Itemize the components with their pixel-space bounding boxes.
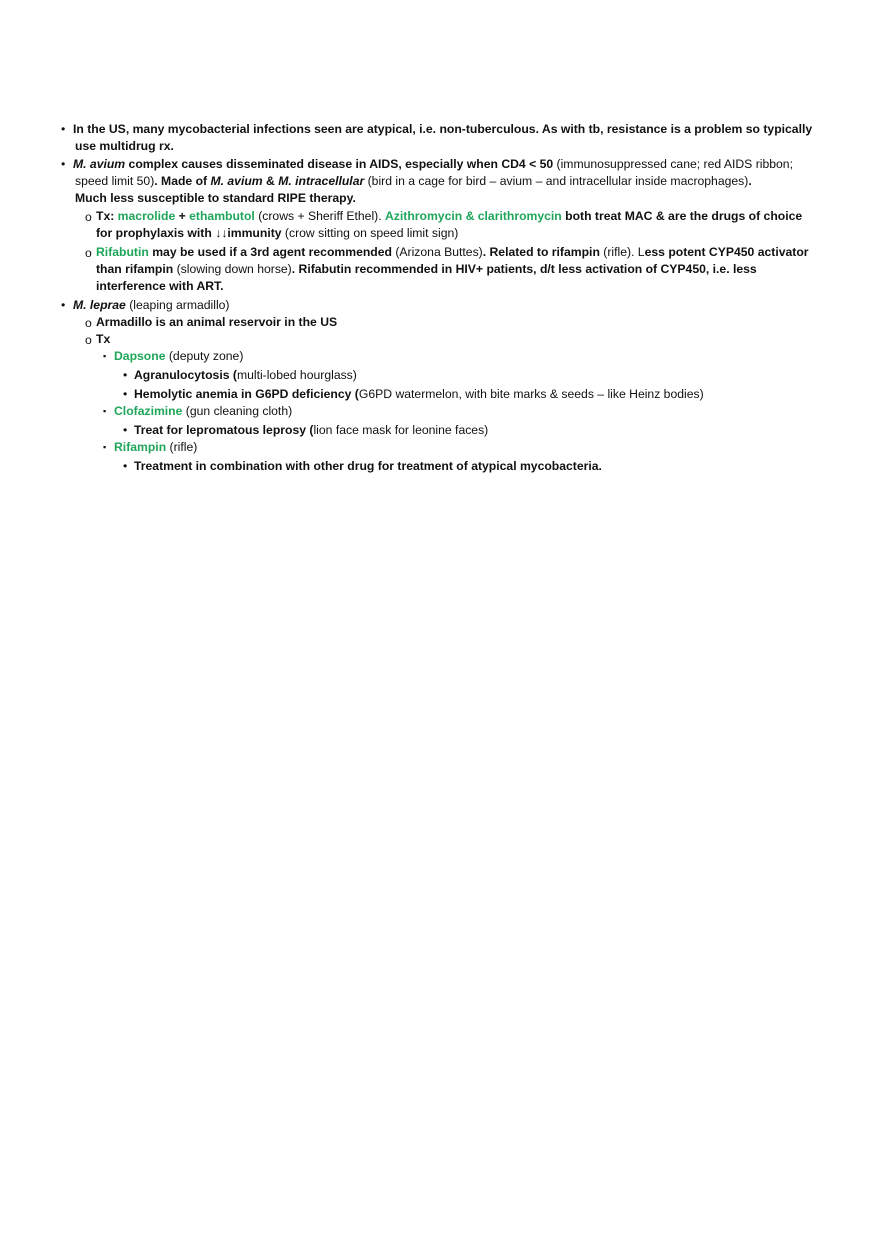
drug-dapsone: Dapsone	[114, 349, 166, 363]
drug-rifabutin: Rifabutin	[96, 245, 149, 259]
sub-bullet-marker: o	[85, 210, 92, 224]
tx-mnemonic: (crow sitting on speed limit sign)	[281, 226, 459, 240]
tx-label: Tx:	[96, 209, 118, 223]
drug-azithro-clarithro: Azithromycin & clarithromycin	[385, 209, 562, 223]
rifabutin-mnemonic: (slowing down horse)	[173, 262, 292, 276]
p2-text: .	[748, 174, 752, 188]
tx-text: both treat MAC & are the drugs of choice	[561, 209, 803, 223]
armadillo-line: Armadillo is an animal reservoir in the US	[96, 315, 338, 329]
rifabutin-text: than rifampin	[96, 262, 174, 276]
drug-ethambutol: ethambutol	[189, 209, 255, 223]
bullet-marker: •	[61, 298, 66, 312]
bullet-marker: •	[61, 122, 66, 136]
p1-line1: In the US, many mycobacterial infections seen are atypical, i.e. non-tuberculous. As with tb, resistance is a problem so typically	[73, 122, 813, 136]
bullet-marker: •	[123, 423, 128, 437]
rifabutin-text: . Related to rifampin	[482, 245, 600, 259]
hemolytic-mnemonic: G6PD watermelon, with bite marks & seeds – like Heinz bodies)	[358, 387, 704, 401]
tx-text: for prophylaxis with ↓↓immunity	[96, 226, 282, 240]
plus-text: +	[175, 209, 190, 223]
p2-text: complex causes disseminated disease in AIDS, especially when CD4 < 50	[125, 157, 554, 171]
drug-rifampin: Rifampin	[114, 440, 167, 454]
square-bullet-marker: ▪	[103, 406, 107, 416]
m-leprae-term: M. leprae	[73, 298, 126, 312]
tx-heading: Tx	[96, 332, 111, 346]
lepromatous-text: Treat for lepromatous leprosy (	[134, 423, 314, 437]
rifabutin-mnemonic: (Arizona Buttes)	[391, 245, 483, 259]
drug-clofazimine: Clofazimine	[114, 404, 183, 418]
lepromatous-line	[134, 422, 488, 439]
sub-bullet-marker: o	[85, 246, 92, 260]
p2-mnemonic: (bird in a cage for bird – avium – and intracellular inside macrophages)	[364, 174, 749, 188]
drug-macrolide: macrolide	[117, 209, 176, 223]
p2-text: . Made of	[154, 174, 211, 188]
hemolytic-text: Hemolytic anemia in G6PD deficiency (	[134, 387, 359, 401]
clofazimine-line	[114, 403, 292, 420]
rifampin-mnemonic: (rifle)	[166, 440, 198, 454]
p3-mnemonic: (leaping armadillo)	[125, 298, 230, 312]
tx-line1	[96, 208, 802, 225]
sub-bullet-marker: o	[85, 316, 92, 330]
p2-line1	[73, 156, 793, 173]
bullet-marker: •	[123, 368, 128, 382]
rifabutin-line1	[96, 244, 809, 261]
rifabutin-text: ess potent CYP450 activator	[644, 245, 809, 259]
agranulocytosis-line	[134, 367, 357, 384]
agranulocytosis-text: Agranulocytosis (	[134, 368, 237, 382]
sub-bullet-marker: o	[85, 333, 92, 347]
dapsone-mnemonic: (deputy zone)	[165, 349, 244, 363]
m-avium-term: M. avium	[210, 174, 263, 188]
rifabutin-line2	[96, 261, 829, 278]
square-bullet-marker: ▪	[103, 351, 107, 361]
rifabutin-text: may be used if a 3rd agent recommended	[148, 245, 392, 259]
clofazimine-mnemonic: (gun cleaning cloth)	[182, 404, 293, 418]
bullet-marker: •	[61, 157, 66, 171]
p2-text: &	[262, 174, 279, 188]
hemolytic-line	[134, 386, 704, 403]
p2-mnemonic: speed limit 50)	[75, 174, 155, 188]
combination-line: Treatment in combination with other drug for treatment of atypical mycobacteria.	[134, 459, 602, 473]
square-bullet-marker: ▪	[103, 442, 107, 452]
bullet-marker: •	[123, 459, 128, 473]
rifabutin-text: . Rifabutin recommended in HIV+ patients, d/t less activation of CYP450, i.e. less	[291, 262, 757, 276]
tx-mnemonic: (crows + Sheriff Ethel).	[254, 209, 385, 223]
m-avium-term: M. avium	[73, 157, 126, 171]
tx-line2	[96, 225, 458, 242]
dapsone-line	[114, 348, 243, 365]
rifabutin-mnemonic: (rifle). L	[599, 245, 645, 259]
m-intracellular-term: M. intracellular	[278, 174, 365, 188]
p1-line2: use multidrug rx.	[75, 139, 174, 153]
p2-line2	[75, 173, 752, 190]
p3-line1	[73, 297, 230, 314]
p2-mnemonic: (immunosuppressed cane; red AIDS ribbon;	[553, 157, 793, 171]
agranulocytosis-mnemonic: multi-lobed hourglass)	[236, 368, 357, 382]
p2-line3: Much less susceptible to standard RIPE therapy.	[75, 191, 356, 205]
lepromatous-mnemonic: lion face mask for leonine faces)	[313, 423, 489, 437]
rifampin-line	[114, 439, 197, 456]
rifabutin-line3: interference with ART.	[96, 279, 224, 293]
bullet-marker: •	[123, 387, 128, 401]
